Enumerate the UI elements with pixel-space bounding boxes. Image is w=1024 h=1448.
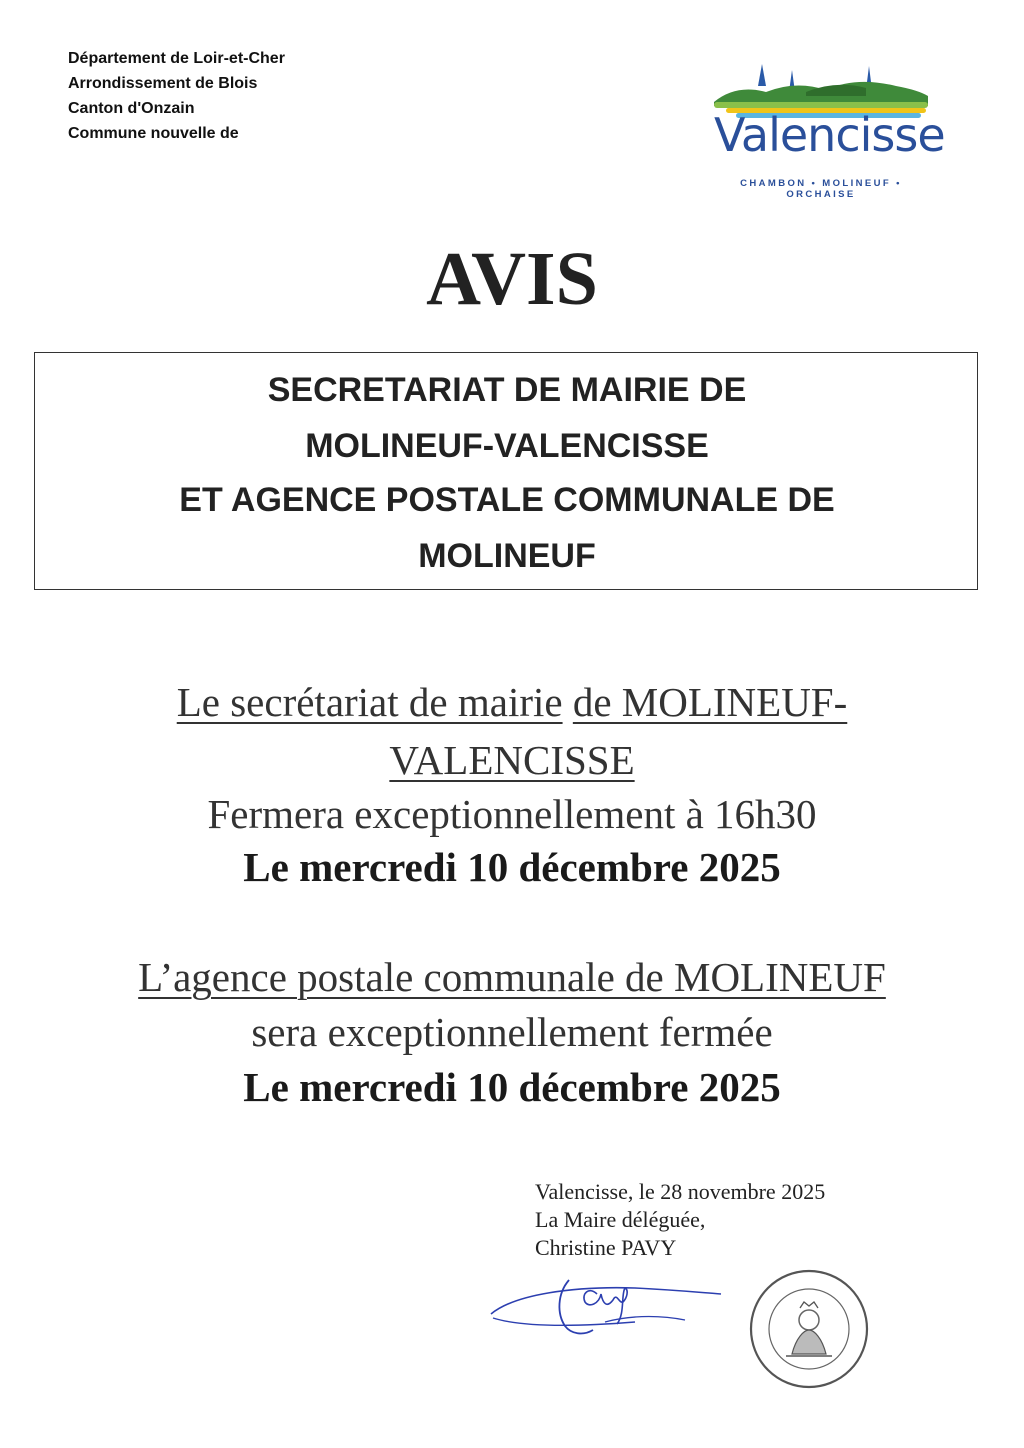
notice2-underlined-text: L’agence postale communale de MOLINEUF <box>138 954 886 1000</box>
box-line: ET AGENCE POSTALE COMMUNALE DE <box>179 481 835 519</box>
notice1-line2 <box>0 736 1024 784</box>
administrative-header <box>68 46 285 146</box>
notice1-underlined-text: de MOLINEUF- <box>572 679 848 725</box>
box-line: SECRETARIAT DE MAIRIE DE <box>267 371 747 409</box>
notice2-date: Le mercredi 10 décembre 2025 <box>243 1064 781 1110</box>
box-line: MOLINEUF-VALENCISSE <box>305 427 709 465</box>
notice2-line1 <box>0 953 1024 1001</box>
logo-wordmark: Valencisse <box>714 108 945 162</box>
signer-name: Christine PAVY <box>535 1235 677 1260</box>
notice1-underlined-text: VALENCISSE <box>389 737 635 783</box>
valencisse-logo <box>706 62 945 200</box>
header-line: Canton d'Onzain <box>68 100 195 117</box>
place-date: Valencisse, le 28 novembre 2025 <box>535 1179 826 1204</box>
logo-subtitle: CHAMBON • MOLINEUF • ORCHAISE <box>740 178 902 200</box>
header-line: Département de Loir-et-Cher <box>68 50 285 67</box>
notice1-underlined-text: Le secrétariat de mairie <box>176 679 563 725</box>
header-line: Arrondissement de Blois <box>68 75 258 92</box>
notice1-line3: Fermera exceptionnellement à 16h30 <box>207 791 817 837</box>
signature-block <box>535 1178 825 1262</box>
notice1-date: Le mercredi 10 décembre 2025 <box>243 844 781 890</box>
handwritten-signature <box>485 1264 725 1344</box>
box-line: MOLINEUF <box>418 537 596 575</box>
notice1-line1 <box>0 678 1024 726</box>
page-title: AVIS <box>426 237 598 321</box>
notice2-line2: sera exceptionnellement fermée <box>251 1009 773 1055</box>
notice-title-box <box>34 352 978 590</box>
signer-role: La Maire déléguée, <box>535 1207 706 1232</box>
header-line: Commune nouvelle de <box>68 125 239 142</box>
official-stamp <box>748 1268 870 1390</box>
